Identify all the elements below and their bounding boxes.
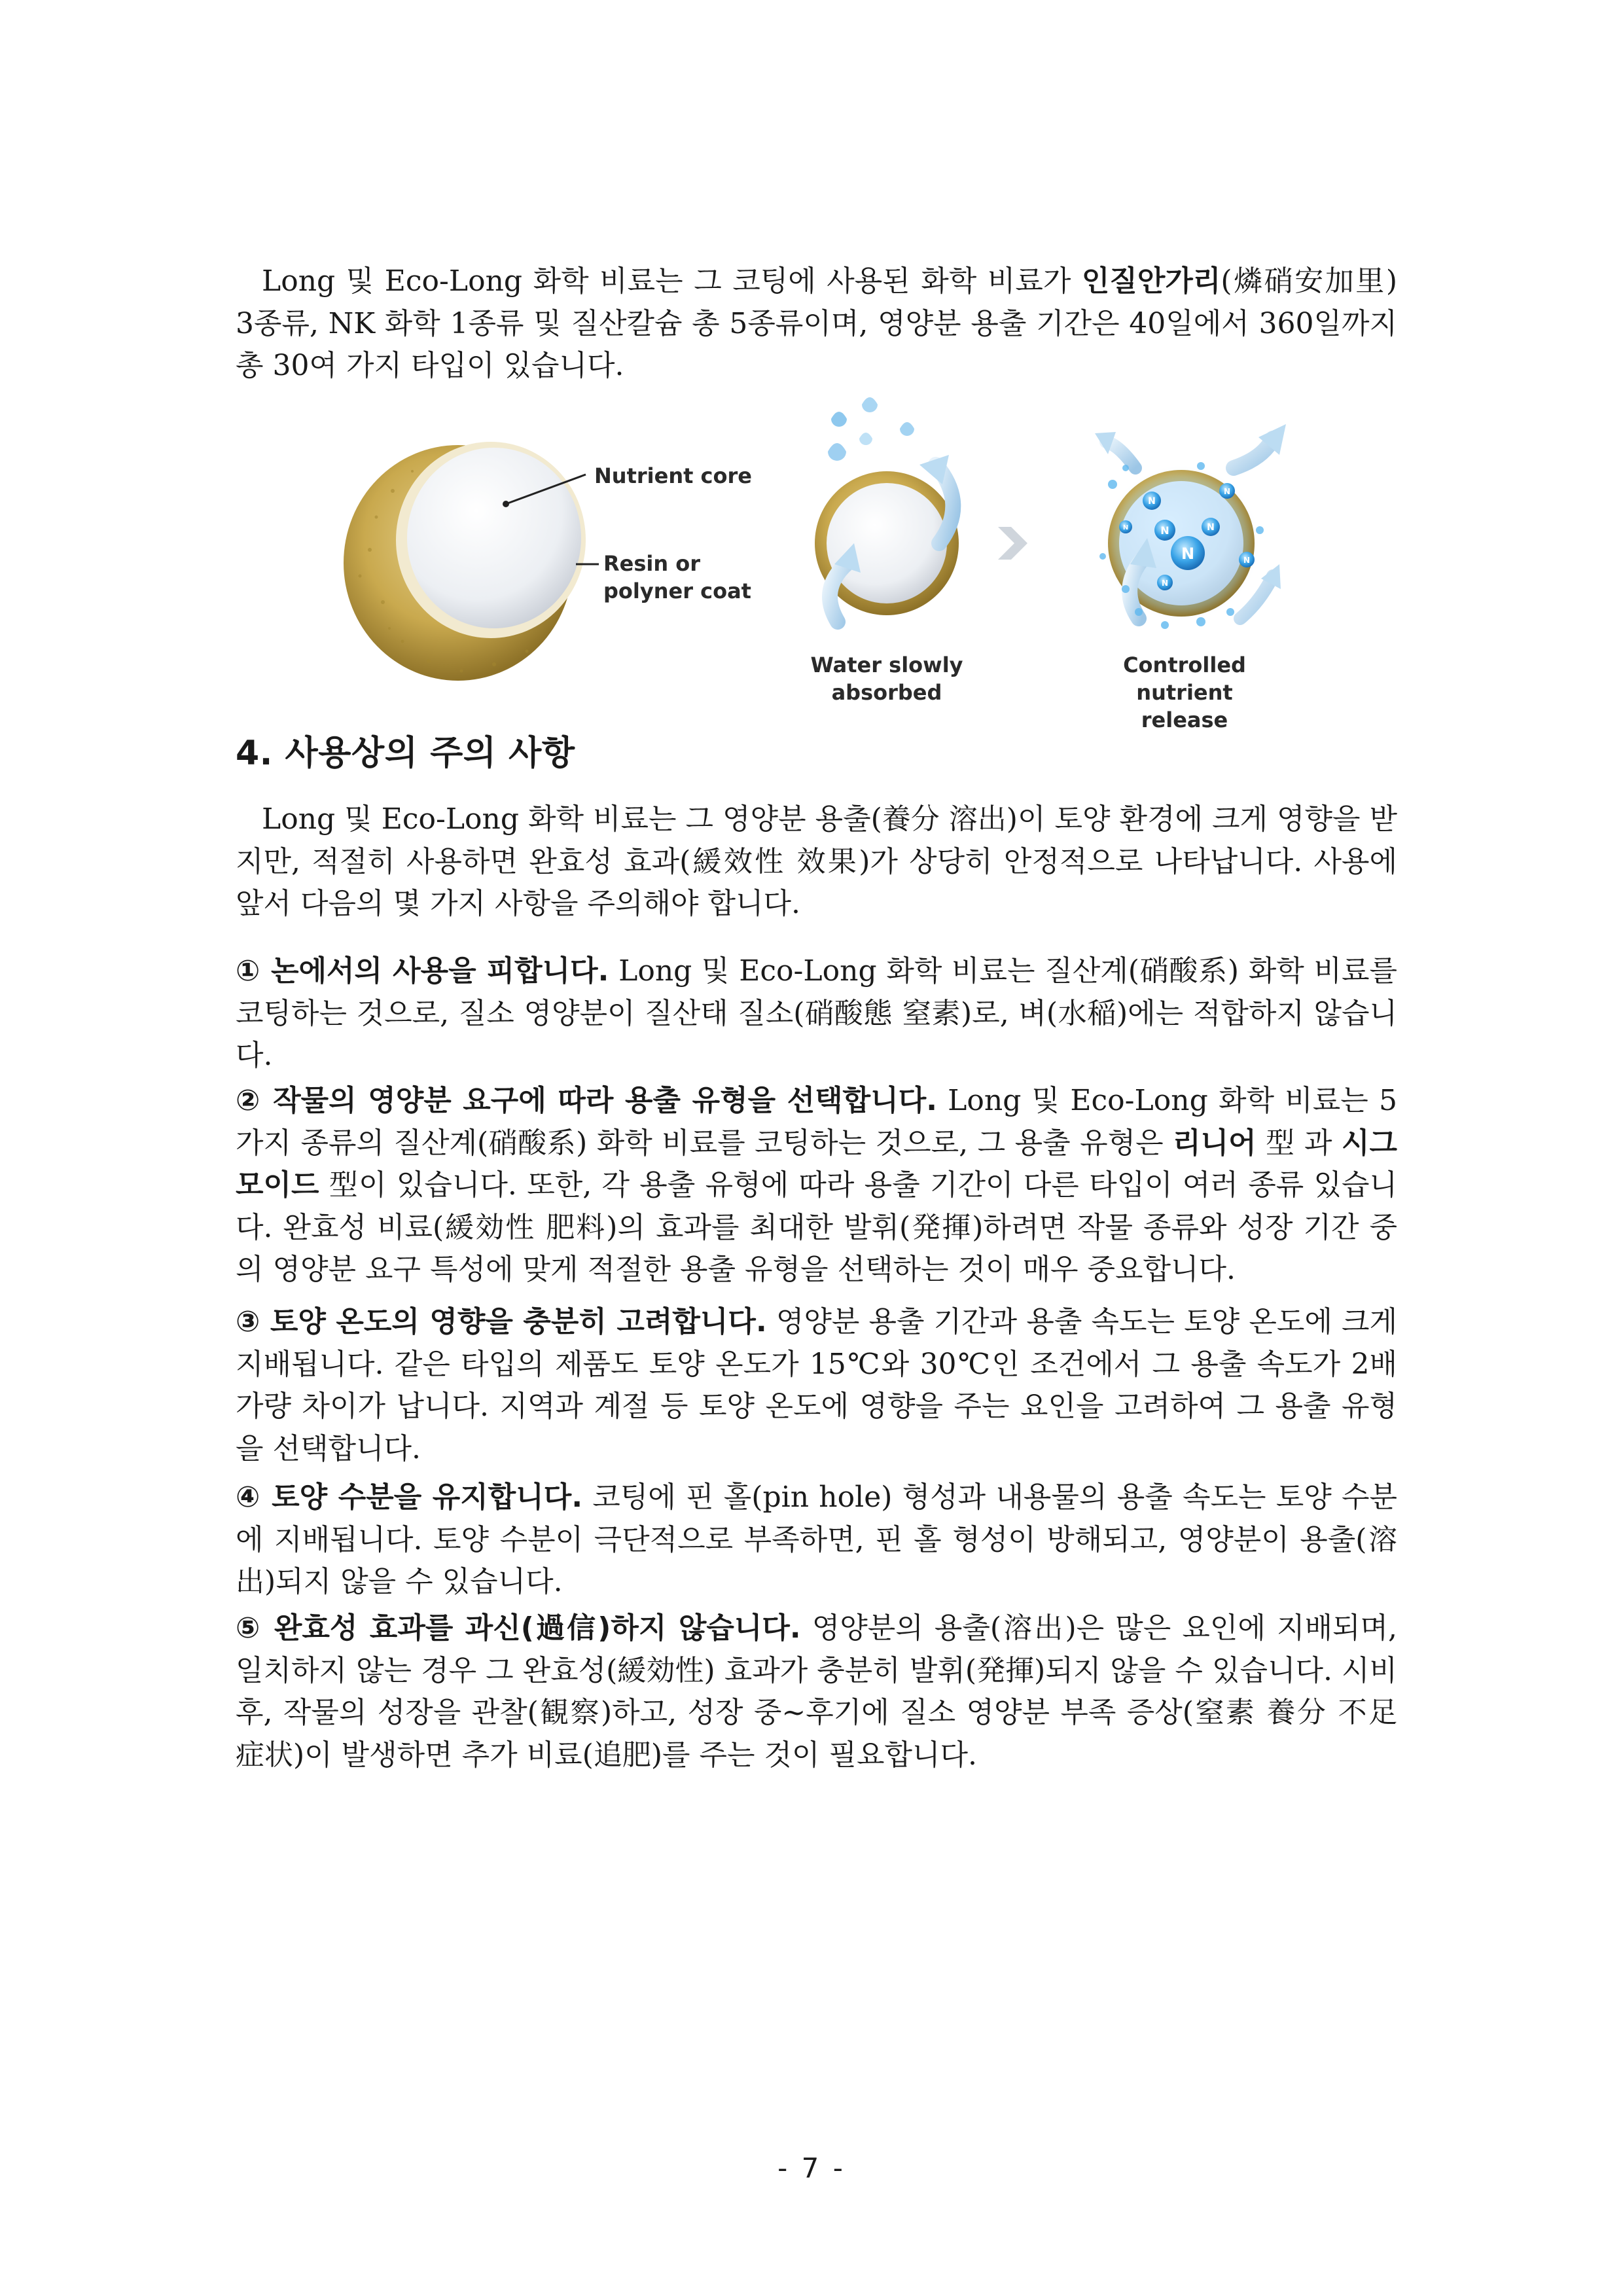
nutrient-particle xyxy=(1157,575,1173,590)
item-4-text: 코팅에 핀 홀(pin hole) 형성과 내용물의 용출 속도는 토양 수분에 지배됩니다. 토양 수분이 극단적으로 부족하면, 핀 홀 형성이 방해되고, 영양분이 용출(溶出)되지 않을 수 있습니다. xyxy=(236,1480,1397,1598)
nutrient-particle xyxy=(1171,536,1205,570)
item-2-title: ② 작물의 영양분 요구에 따라 용출 유형을 선택합니다. xyxy=(236,1084,937,1117)
svg-text:N: N xyxy=(1223,487,1231,496)
label-resin-coat: Resin or polyner coat xyxy=(603,551,751,603)
item-2-text-a: Long 및 Eco-Long 화학 비료는 5가지 종류의 질산계(硝酸系) 화학 비료를 코팅하는 것으로, 그 용출 유형은 xyxy=(236,1084,1398,1160)
label-controlled-release: Controlled nutrient release xyxy=(1123,653,1246,732)
svg-text:N: N xyxy=(1122,524,1129,531)
item-5-title: ⑤ 완효성 효과를 과신(過信)하지 않습니다. xyxy=(236,1611,801,1645)
item-3-text: 영양분 용출 기간과 용출 속도는 토양 온도에 크게 지배됩니다. 같은 타입의 제품도 토양 온도가 15℃와 30℃인 조건에서 그 용출 속도가 2배가량 차이가 납니다. 지역과 계절 등 토양 온도에 영향을 주는 요인을 고려하여 그 용출 유형을 선택합니다. xyxy=(236,1305,1397,1465)
svg-text:N: N xyxy=(1160,524,1169,537)
label-nutrient-core: Nutrient core xyxy=(594,463,752,488)
svg-text:N: N xyxy=(1181,545,1195,563)
nutrient-particle xyxy=(1154,520,1175,541)
item-2-text-b: 型 과 xyxy=(1256,1126,1342,1160)
item-2-text-c: 型이 있습니다. 또한, 각 용출 유형에 따라 용출 기간이 다른 타입이 여러 종류 있습니다. 완효성 비료(緩効性 肥料)의 효과를 최대한 발휘(発揮)하려면 작물 종류와 성장 기간 중의 영양분 요구 특성에 맞게 적절한 용출 유형을 선택하는 것이 매우 중요합니다. xyxy=(236,1168,1397,1286)
item-3-title: ③ 토양 온도의 영향을 충분히 고려합니다. xyxy=(236,1305,767,1338)
caution-item-3 xyxy=(236,1301,1397,1470)
section-heading: 4. 사용상의 주의 사항 xyxy=(236,734,575,773)
label-water-absorbed: Water slowly absorbed xyxy=(810,653,963,705)
caution-item-1 xyxy=(236,950,1397,1077)
item-5-text: 영양분의 용출(溶出)은 많은 요인에 지배되며, 일치하지 않는 경우 그 완효성(緩効性) 효과가 충분히 발휘(発揮)되지 않을 수 있습니다. 시비 후, 작물의 성장을 관찰(観察)하고, 성장 중~후기에 질소 영양분 부족 증상(窒素 養分 不足 症状)이 발생하면 추가 비료(追肥)를 주는 것이 필요합니다. xyxy=(236,1611,1398,1772)
nutrient-particle xyxy=(1119,520,1132,533)
section-intro: Long 및 Eco-Long 화학 비료는 그 영양분 용출(養分 溶出)이 토양 환경에 크게 영향을 받지만, 적절히 사용하면 완효성 효과(緩效性 效果)가 상당히 안정적으로 나타납니다. 사용에 앞서 다음의 몇 가지 사항을 주의해야 합니다. xyxy=(236,802,1397,920)
item-2-linear: 리니어 xyxy=(1173,1126,1257,1160)
nutrient-particle xyxy=(1202,518,1220,536)
coated-fertilizer-figure xyxy=(330,393,1312,732)
intro-bold-term: 인질안가리 xyxy=(1081,264,1221,298)
intro-text-2: (燐硝安加里) 3종류, NK 화학 1종류 및 질산칼슘 총 5종류이며, 영양분 용출 기간은 40일에서 360일까지 총 30여 가지 타입이 있습니다. xyxy=(236,264,1397,382)
caution-item-5 xyxy=(236,1607,1397,1776)
intro-paragraph xyxy=(236,260,1397,387)
nutrient-particle xyxy=(1219,483,1235,499)
page-number: - 7 - xyxy=(777,2152,846,2184)
svg-text:N: N xyxy=(1207,522,1215,533)
nutrient-particle xyxy=(1239,552,1255,567)
svg-text:N: N xyxy=(1243,556,1251,565)
svg-text:N: N xyxy=(1161,579,1169,588)
item-1-title: ① 논에서의 사용을 피합니다. xyxy=(236,954,609,988)
item-4-title: ④ 토양 수분을 유지합니다. xyxy=(236,1480,583,1514)
item-2-sigmoid: 시그모이드 xyxy=(236,1126,1397,1202)
nutrient-particle xyxy=(1143,492,1161,510)
svg-text:N: N xyxy=(1148,496,1156,507)
intro-text-1: Long 및 Eco-Long 화학 비료는 그 코팅에 사용된 화학 비료가 xyxy=(262,264,1082,298)
caution-item-4 xyxy=(236,1477,1397,1604)
caution-item-2 xyxy=(236,1080,1397,1291)
item-1-text: Long 및 Eco-Long 화학 비료는 질산계(硝酸系) 화학 비료를 코팅하는 것으로, 질소 영양분이 질산태 질소(硝酸態 窒素)로, 벼(水稲)에는 적합하지 않습니다. xyxy=(236,954,1398,1072)
